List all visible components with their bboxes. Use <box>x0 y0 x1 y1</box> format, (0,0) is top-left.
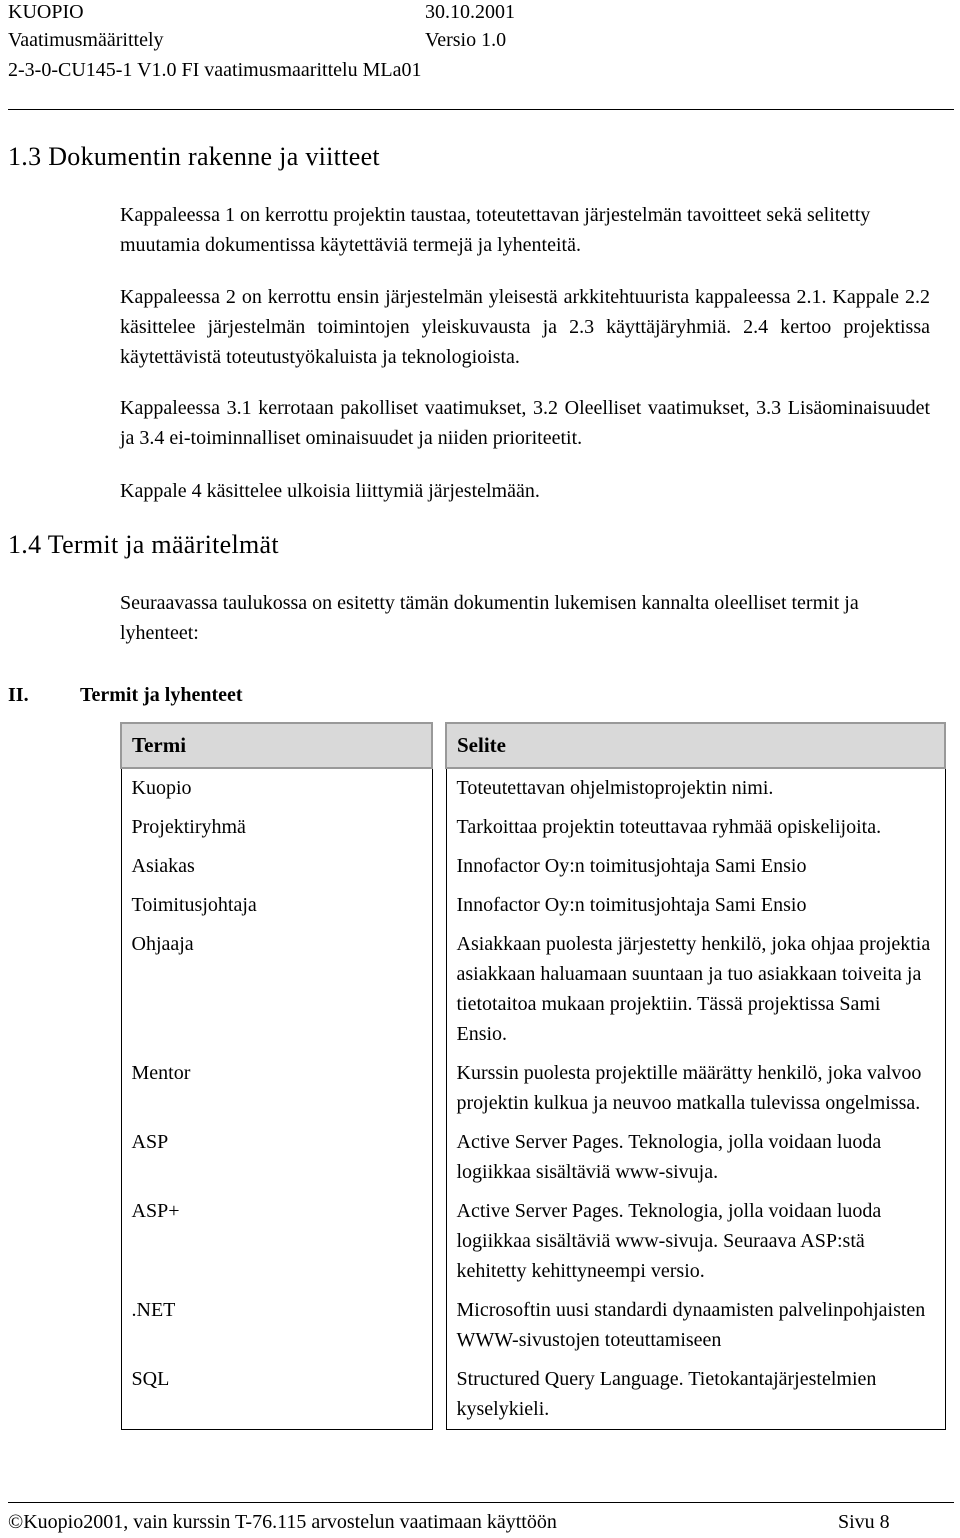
table-row <box>121 886 945 925</box>
term-cell: Asiakas <box>121 847 432 886</box>
term-cell: SQL <box>121 1360 432 1430</box>
term-cell: ASP <box>121 1123 432 1192</box>
table-caption-number: II. <box>8 684 29 706</box>
table-row <box>121 847 945 886</box>
footer-rule <box>8 1502 954 1503</box>
table-row <box>121 768 945 808</box>
header-date: 30.10.2001 <box>425 1 515 23</box>
description-cell: Kurssin puolesta projektille määrätty henkilö, joka valvoo projektin kulkua ja neuvoo matkalla tulevissa ongelmissa. <box>446 1054 945 1123</box>
header-doc-title: Vaatimusmäärittely <box>8 29 164 51</box>
table-row <box>121 1360 945 1430</box>
table-caption: Termit ja lyhenteet <box>80 684 243 706</box>
column-header-description: Selite <box>446 723 945 768</box>
section-heading-1-4: 1.4 Termit ja määritelmät <box>8 530 279 559</box>
header-version: Versio 1.0 <box>425 29 507 51</box>
description-cell: Toteutettavan ohjelmistoprojektin nimi. <box>446 768 945 808</box>
table-row <box>121 1123 945 1192</box>
footer-page-number: Sivu 8 <box>838 1511 890 1533</box>
paragraph-3: Kappaleessa 3.1 kerrotaan pakolliset vaatimukset, 3.2 Oleelliset vaatimukset, 3.3 Lisäominaisuudet ja 3.4 ei-toiminnalliset ominaisuudet ja niiden prioriteetit. <box>120 397 930 449</box>
paragraph-5: Seuraavassa taulukossa on esitetty tämän dokumentin lukemisen kannalta oleelliset termit ja lyhenteet: <box>120 592 859 644</box>
table-row <box>121 808 945 847</box>
description-cell: Active Server Pages. Teknologia, jolla voidaan luoda logiikkaa sisältäviä www-sivuja. Seuraava ASP:stä kehitetty kehittyneempi versio. <box>446 1192 945 1291</box>
term-cell: Projektiryhmä <box>121 808 432 847</box>
description-cell: Active Server Pages. Teknologia, jolla voidaan luoda logiikkaa sisältäviä www-sivuja. <box>446 1123 945 1192</box>
table-row <box>121 1054 945 1123</box>
paragraph-4: Kappale 4 käsittelee ulkoisia liittymiä järjestelmään. <box>120 480 540 502</box>
description-cell: Innofactor Oy:n toimitusjohtaja Sami Ensio <box>446 847 945 886</box>
header-rule <box>8 109 954 110</box>
table-row <box>121 925 945 1054</box>
term-cell: Toimitusjohtaja <box>121 886 432 925</box>
term-cell: Ohjaaja <box>121 925 432 1054</box>
table-header-row <box>121 723 945 768</box>
header-doc-id: 2-3-0-CU145-1 V1.0 FI vaatimusmaarittelu MLa01 <box>8 59 422 81</box>
description-cell: Microsoftin uusi standardi dynaamisten palvelinpohjaisten WWW-sivustojen toteuttamiseen <box>446 1291 945 1360</box>
header-org: KUOPIO <box>8 1 84 23</box>
term-cell: Mentor <box>121 1054 432 1123</box>
paragraph-1: Kappaleessa 1 on kerrottu projektin taustaa, toteutettavan järjestelmän tavoitteet sekä selitetty muutamia dokumentissa käytettäviä termejä ja lyhenteitä. <box>120 204 871 256</box>
description-cell: Tarkoittaa projektin toteuttavaa ryhmää opiskelijoita. <box>446 808 945 847</box>
description-cell: Structured Query Language. Tietokantajärjestelmien kyselykieli. <box>446 1360 945 1430</box>
description-cell: Asiakkaan puolesta järjestetty henkilö, joka ohjaa projektia asiakkaan haluamaan suuntaan ja tuo asiakkaan toiveita ja tietotaitoa mukaan projektiin. Tässä projektissa Sami Ensio. <box>446 925 945 1054</box>
section-heading-1-3: 1.3 Dokumentin rakenne ja viitteet <box>8 142 380 171</box>
table-row <box>121 1291 945 1360</box>
description-cell: Innofactor Oy:n toimitusjohtaja Sami Ensio <box>446 886 945 925</box>
terms-table <box>120 722 946 1430</box>
term-cell: Kuopio <box>121 768 432 808</box>
term-cell: ASP+ <box>121 1192 432 1291</box>
term-cell: .NET <box>121 1291 432 1360</box>
table-row <box>121 1192 945 1291</box>
paragraph-2: Kappaleessa 2 on kerrottu ensin järjestelmän yleisestä arkkitehtuurista kappaleessa 2.1. Kappale 2.2 käsittelee järjestelmän toimintojen yleiskuvausta ja 2.3 käyttäjäryhmiä. 2.4 kertoo projektissa käytettävistä toteutustyökaluista ja teknologioista. <box>120 286 930 368</box>
footer-copyright: ©Kuopio2001, vain kurssin T-76.115 arvostelun vaatimaan käyttöön <box>8 1511 557 1533</box>
column-header-term: Termi <box>121 723 432 768</box>
